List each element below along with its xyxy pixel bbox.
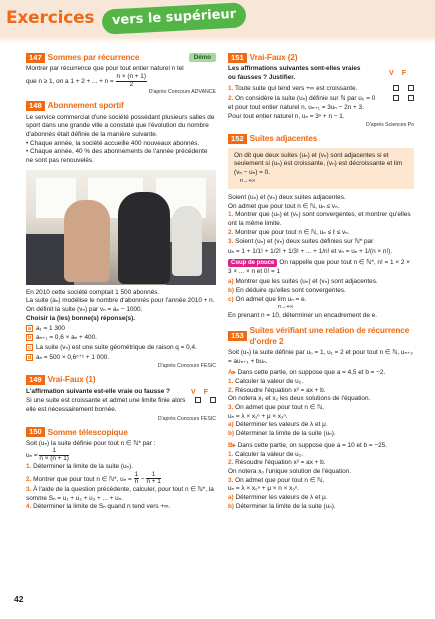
series-formula: uₙ = 1 + 1/1! + 1/2! + 1/3! + ... + 1/n! et vₙ = uₙ + 1/(n × n!). <box>228 248 393 256</box>
bullet-2: • Chaque année, 40 % des abonnements de l'année précédente ne sont pas renouvelés. <box>26 148 208 165</box>
exercise-148 <box>26 100 216 370</box>
part-a-head: A▸ Dans cette partie, on suppose que a = 4,5 et b = −2. <box>228 369 386 377</box>
question-b: b) En déduire qu'elles sont convergentes. <box>228 287 346 295</box>
source-note: D'après Concours ADVANCE <box>148 89 216 96</box>
question-2: 2. Montrer que pour tout n ∈ ℕ, uₙ ≤ ℓ ≤ vₙ. <box>228 228 350 236</box>
source-note: D'après Sciences Po <box>366 122 414 129</box>
header-title: Exercices <box>6 8 95 28</box>
exercise-149 <box>26 374 216 422</box>
exercise-text: On admet que pour tout n ∈ ℕ, uₙ ≤ vₙ. <box>228 202 340 210</box>
question-2: 2. Montrer que pour tout n ∈ ℕ*, uₙ = $\frac{1}{n}$ − $\frac{1}{n + 1}$ <box>26 470 161 486</box>
false-checkbox[interactable] <box>210 397 216 403</box>
left-column <box>26 50 216 512</box>
final-question: En prenant n = 10, déterminer un encadrement de e. <box>228 311 378 319</box>
true-false-header: VF <box>389 70 414 78</box>
question-a: a) Montrer que les suites (uₙ) et (vₙ) sont adjacentes. <box>228 278 378 286</box>
part-b-head: B▸ Dans cette partie, on suppose que a = 10 et b = −25. <box>228 441 388 449</box>
exercise-number: 152 <box>228 134 247 144</box>
gym-photo <box>26 170 216 285</box>
exercise-152: 152 Suites adjacentes On dit que deux suites (uₙ) et (vₙ) sont adjacentes si et seulement si (uₙ) est croissante, (vₙ) est décroissante et lim (vₙ − uₙ) = 0. n→+∞ Soient (uₙ) et (vₙ) deux suites adjacentes. On admet que pour tout n ∈ ℕ, uₙ ≤ vₙ. 1. Montrer que (uₙ) et (vₙ) sont convergentes, et montrer qu'elles ont la même limite. 2. Montrer que pour tout n ∈ ℕ, uₙ ≤ ℓ ≤ vₙ. 3. Soient (uₙ) et (vₙ) deux suites définies sur ℕ* par uₙ = 1 + 1/1! + 1/2! + 1/3! + ... + 1/n! et vₙ = uₙ + 1/(n × n!). Coup de pouce On rappelle que pour tout n ∈ ℕ*, n! = 1 × 2 × 3 × ... × n et 0! = 1 a) Montrer que les suites (uₙ) et (vₙ) sont adjacentes. b) En déduire qu'elles sont convergentes. c) On admet que lim uₙ = e. n→+∞ En prenant n = 10, déterminer un encadrement de e. <box>228 133 414 320</box>
question-4: 4. Déterminer la limite de Sₙ quand n tend vers +∞. <box>26 503 171 511</box>
exercise-text: Montrer par récurrence que pour tout entier naturel n tel <box>26 65 184 73</box>
exercise-title: Vrai-Faux (1) <box>47 375 96 385</box>
exercise-text: La suite (aₙ) modélise le nombre d'abonnés pour l'année 2010 + n. On définit la suite (vₙ) par vₙ = aₙ − 1000. <box>26 297 215 314</box>
part-b-q1: 1. Calculer la valeur de u₂. <box>228 450 303 458</box>
statement-1: 1. Toute suite qui tend vers +∞ est croissante. <box>228 84 358 92</box>
demo-badge: Démo <box>189 53 216 62</box>
choice-c[interactable]: c La suite (vₙ) est une suite géométrique de raison q = 0,4. <box>28 343 197 351</box>
exercise-text: En 2010 cette société comptait 1 500 abonnés. <box>26 288 160 296</box>
page-number: 42 <box>14 594 24 604</box>
part-b-qa: a) Déterminer les valeurs de λ et μ. <box>228 494 328 502</box>
exercise-number: 151 <box>228 53 247 63</box>
exercise-title: Abonnement sportif <box>47 101 124 111</box>
part-a-q3: 3. On admet que pour tout n ∈ ℕ, <box>228 404 324 412</box>
exercise-147 <box>26 52 216 96</box>
definition-box: On dit que deux suites (uₙ) et (vₙ) sont adjacentes si et seulement si (uₙ) est croissante, (vₙ) est décroissante et lim (vₙ − uₙ) = 0. n→+∞ <box>228 148 414 189</box>
exercise-title: Sommes par récurrence <box>47 53 140 62</box>
tip: Coup de pouce On rappelle que pour tout n ∈ ℕ*, n! = 1 × 2 × 3 × ... × n et 0! = 1 <box>228 258 410 275</box>
question: Les affirmations suivantes sont-elles vraies ou fausses ? Justifier. <box>228 65 361 81</box>
true-checkbox[interactable] <box>195 397 201 403</box>
true-false-header: VF <box>191 388 216 396</box>
bullet-1: • Chaque année, la société accueille 400 nouveaux abonnés. <box>26 139 200 147</box>
part-a-qb: b) Déterminer la limite de la suite (uₙ). <box>228 430 336 438</box>
exercise-title: Somme télescopique <box>47 427 128 437</box>
question-1: 1. Montrer que (uₙ) et (vₙ) sont convergentes, et montrer qu'elles ont la même limite. <box>228 211 411 228</box>
statement-2: 2. On considère la suite (uₙ) définie sur ℕ par u₀ = 0 et pour tout entier naturel n, uₙ₊₁ = 3uₙ − 2n + 3. <box>228 95 376 111</box>
question: L'affirmation suivante est-elle vraie ou fausse ? <box>26 387 170 395</box>
statement-2-claim: Pour tout entier naturel n, uₙ = 3ⁿ + n − 1. <box>228 112 345 120</box>
question: Choisir la (les) bonne(s) réponse(s). <box>26 314 136 322</box>
question-c: c) On admet que lim uₙ = e. <box>228 295 307 303</box>
true-checkbox[interactable] <box>393 95 399 101</box>
choice-b[interactable]: b aₙ₊₁ = 0,6 × aₙ + 400. <box>27 334 97 342</box>
exercise-151 <box>228 52 414 129</box>
exercise-number: 149 <box>26 375 45 385</box>
exercise-intro: Soit (uₙ) la suite définie pour tout n ∈ ℕ* par : <box>26 439 156 447</box>
tip-badge: Coup de pouce <box>228 259 277 267</box>
fraction: $\frac{n \times (n + 1)}{2}$ <box>116 72 146 88</box>
exercise-intro: Soit (uₙ) la suite définie par u₀ = 1, u₁ = 2 et pour tout n ∈ ℕ, uₙ₊₂ = auₙ₊₁ + buₙ. <box>228 348 413 365</box>
exercise-title: Vrai-Faux (2) <box>249 53 298 62</box>
true-checkbox[interactable] <box>393 85 399 91</box>
exercise-formula: que n ≥ 1, on a 1 + 2 + ... + n = $\frac{n \times (n + 1)}{2}$ <box>26 72 146 88</box>
exercise-intro: Le service commercial d'une société possédant plusieurs salles de sport dans une grande ville a constaté que l'évolution du nombre d'abonnés était définie de la manière suivante. <box>26 113 215 138</box>
source-note: D'après Concours FESIC <box>157 363 216 370</box>
part-b-q2: 2. Résoudre l'équation x² = ax + b. <box>228 459 326 467</box>
exercise-number: 153 <box>228 331 247 341</box>
part-b-q3: 3. On admet que pour tout n ∈ ℕ, <box>228 476 324 484</box>
definition: uₙ = $\frac{1}{n \times (n + 1)}$ <box>26 447 69 463</box>
question-3: 3. Soient (uₙ) et (vₙ) deux suites définies sur ℕ* par <box>228 237 374 245</box>
right-column <box>228 50 414 512</box>
exercise-number: 148 <box>26 101 45 111</box>
false-checkbox[interactable] <box>408 85 414 91</box>
choice-d[interactable]: d aₙ = 500 × 0,6ⁿ⁺¹ + 1 000. <box>27 353 110 361</box>
exercise-title: Suites vérifiant une relation de récurrence d'ordre 2 <box>249 325 410 346</box>
exercise-number: 147 <box>26 53 45 63</box>
exercise-text: Soient (uₙ) et (vₙ) deux suites adjacentes. <box>228 194 346 202</box>
false-checkbox[interactable] <box>408 95 414 101</box>
choice-a[interactable]: a a₁ = 1 300 <box>28 324 65 332</box>
exercise-150 <box>26 427 216 513</box>
part-a-q2: 2. Résoudre l'équation x² = ax + b. <box>228 386 326 394</box>
question-1: 1. Déterminer la limite de la suite (uₙ). <box>26 462 133 470</box>
source-note: D'après Concours FESIC <box>157 415 216 422</box>
question-3: 3. À l'aide de la question précédente, calculer, pour tout n ∈ ℕ*, la somme Sₙ = u₁ + u₂ + u₃ + ... + uₙ. <box>26 486 214 502</box>
statement: Si une suite est croissante et admet une limite finie alors elle est nécessairement bornée. <box>26 397 186 413</box>
part-a-q1: 1. Calculer la valeur de u₂. <box>228 377 303 385</box>
exercise-title: Suites adjacentes <box>249 134 318 144</box>
exercise-number: 150 <box>26 427 45 437</box>
part-a-qa: a) Déterminer les valeurs de λ et μ. <box>228 421 328 429</box>
exercise-153: 153 Suites vérifiant une relation de récurrence d'ordre 2 Soit (uₙ) la suite définie par u₀ = 1, u₁ = 2 et pour tout n ∈ ℕ, uₙ₊₂ = auₙ₊₁ + buₙ. A▸ Dans cette partie, on suppose que a = 4,5 et b = −2. 1. Calculer la valeur de u₂. 2. Résoudre l'équation x² = ax + b. On notera x₁ et x₂ les deux solutions de l'équation. 3. On admet que pour tout n ∈ ℕ, uₙ = λ × x₁ⁿ + μ × x₂ⁿ. a) Déterminer les valeurs de λ et μ. b) Déterminer la limite de la suite (uₙ). B▸ Dans cette partie, on suppose que a = 10 et b = −25. 1. Calculer la valeur de u₂. 2. Résoudre l'équation x² = ax + b. On notera x₀ l'unique solution de l'équation. 3. On admet que pour tout n ∈ ℕ, uₙ = λ × x₀ⁿ + μ × n × x₀ⁿ. a) Déterminer les valeurs de λ et μ. b) Déterminer la limite de la suite (uₙ). <box>228 325 413 510</box>
header-subtitle-pill: vers le supérieur <box>101 2 246 35</box>
part-b-qb: b) Déterminer la limite de la suite (uₙ). <box>228 502 336 510</box>
